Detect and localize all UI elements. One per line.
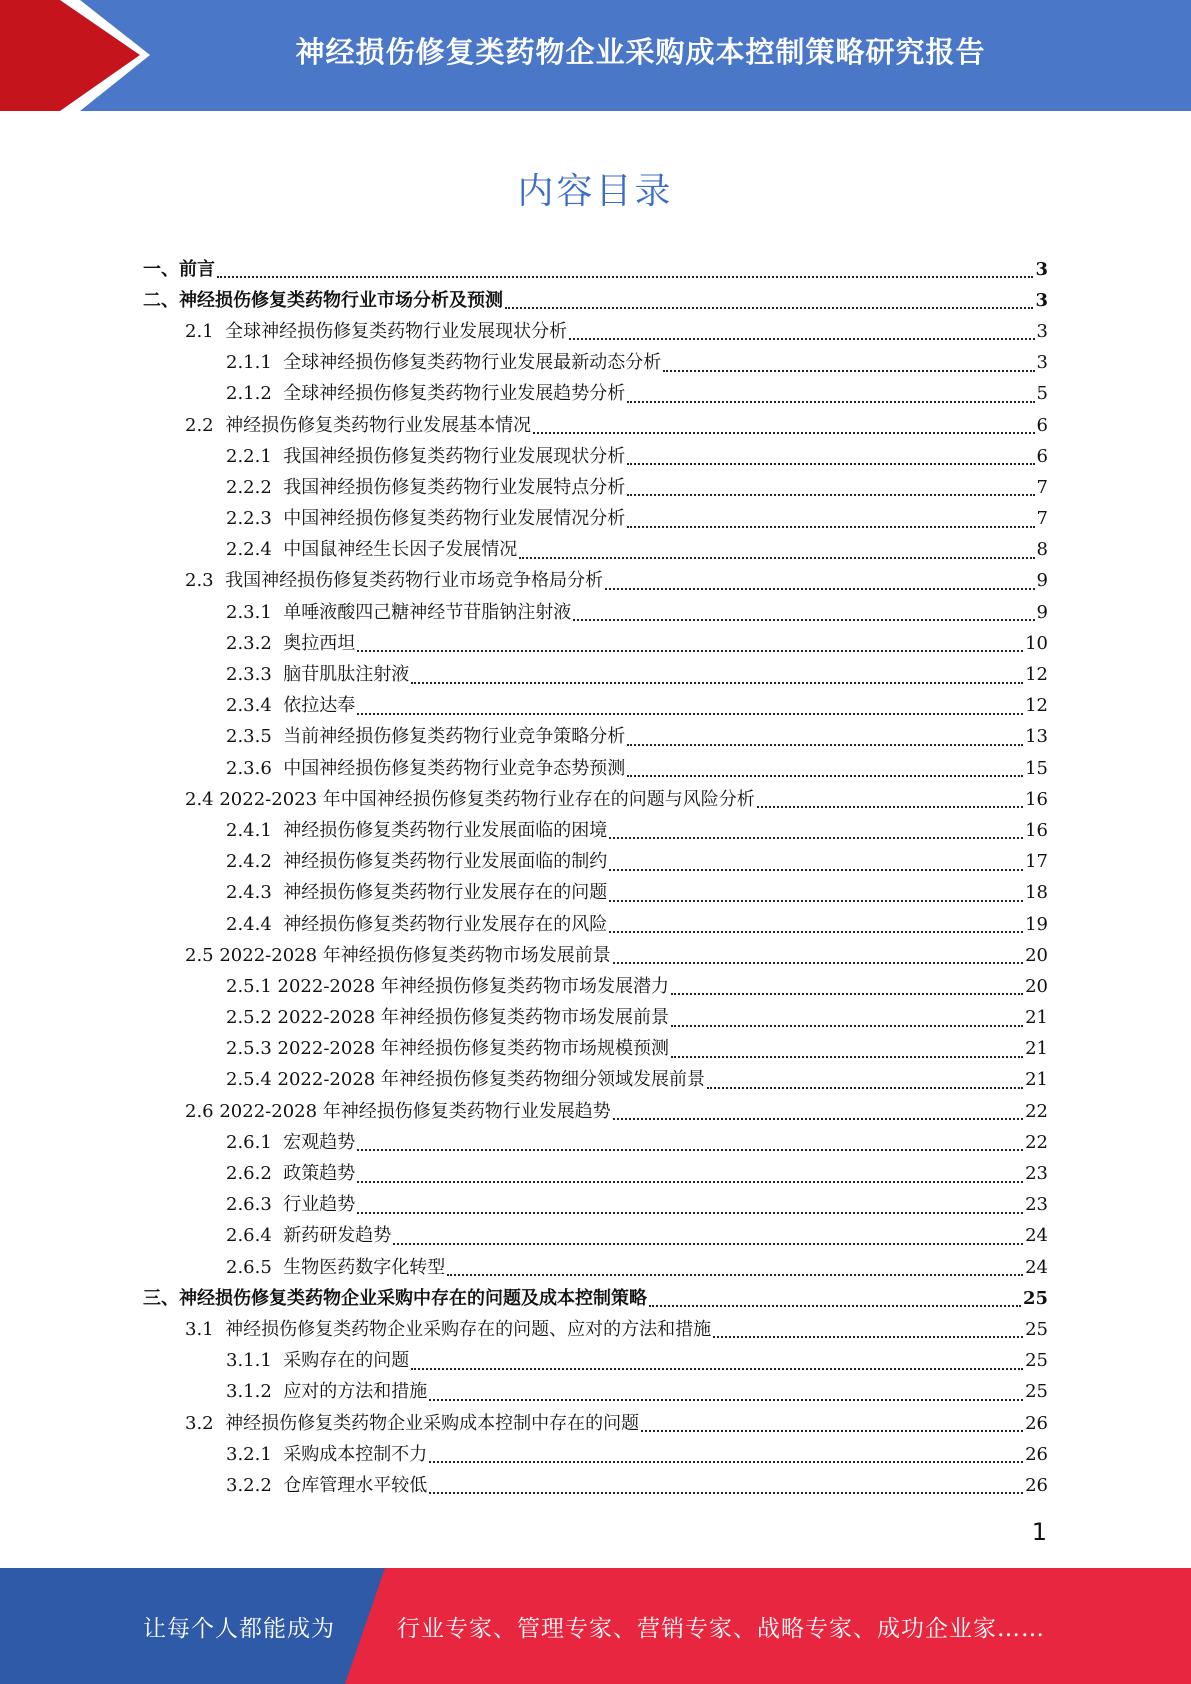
toc-leader-dots	[217, 275, 1033, 278]
toc-leader-dots	[357, 1211, 1023, 1214]
toc-leader-dots	[357, 1148, 1023, 1151]
toc-entry-title: 新药研发趋势	[283, 1225, 392, 1247]
toc-entry-number: 3.1.2	[226, 1381, 284, 1403]
toc-entry-number: 3.2.1	[226, 1443, 284, 1465]
toc-entry-page: 6	[1036, 414, 1048, 436]
toc-entry-title: 神经损伤修复类药物行业发展面临的制约	[283, 851, 608, 873]
toc-entry-page: 5	[1036, 383, 1048, 405]
toc-leader-dots	[609, 930, 1023, 933]
toc-entry-page: 12	[1025, 695, 1048, 717]
toc-leader-dots	[757, 805, 1023, 808]
toc-entry[interactable]	[143, 1439, 1048, 1470]
toc-entry-number: 一、	[143, 258, 179, 280]
toc-entry-title: 政策趋势	[283, 1163, 356, 1185]
toc-entry-page: 6	[1036, 445, 1048, 467]
toc-entry-page: 26	[1025, 1474, 1048, 1496]
toc-entry-title: 我国神经损伤修复类药物行业发展特点分析	[283, 476, 626, 498]
toc-entry-page: 8	[1036, 539, 1048, 561]
toc-entry-title: 2022-2028 年神经损伤修复类药物细分领域发展前景	[277, 1069, 705, 1091]
toc-entry[interactable]	[143, 1377, 1048, 1408]
toc-entry[interactable]	[143, 909, 1048, 940]
toc-entry-page: 24	[1025, 1256, 1048, 1278]
toc-entry-page: 25	[1025, 1350, 1048, 1372]
toc-entry[interactable]	[143, 285, 1048, 316]
toc-entry-title: 行业趋势	[283, 1194, 356, 1216]
toc-entry-number: 2.6	[185, 1100, 220, 1122]
toc-entry-number: 2.4.1	[226, 819, 284, 841]
toc-entry-number: 2.4	[185, 788, 220, 810]
toc-entry-title: 依拉达奉	[283, 695, 356, 717]
toc-entry-title: 生物医药数字化转型	[283, 1256, 446, 1278]
footer-slogan-left: 让每个人都能成为	[143, 1615, 335, 1642]
toc-entry-page: 24	[1025, 1225, 1048, 1247]
toc-entry-title: 2022-2028 年神经损伤修复类药物市场发展潜力	[277, 975, 669, 997]
toc-entry-title: 神经损伤修复类药物行业发展面临的困境	[283, 819, 608, 841]
toc-entry-title: 全球神经损伤修复类药物行业发展最新动态分析	[283, 352, 662, 374]
toc-entry-page: 25	[1025, 1318, 1048, 1340]
toc-entry[interactable]	[143, 566, 1048, 597]
toc-entry-title: 神经损伤修复类药物企业采购成本控制中存在的问题	[225, 1412, 640, 1434]
toc-entry-page: 7	[1036, 476, 1048, 498]
toc-entry-title: 采购成本控制不力	[283, 1443, 428, 1465]
toc-entry-number: 2.1.1	[226, 352, 284, 374]
toc-leader-dots	[573, 618, 1034, 621]
toc-heading: 内容目录	[517, 171, 674, 212]
table-of-contents	[143, 254, 1048, 1502]
toc-entry-page: 13	[1025, 726, 1048, 748]
toc-entry-number: 2.5.1	[226, 975, 278, 997]
toc-entry-title: 前言	[179, 258, 215, 280]
toc-entry[interactable]	[143, 659, 1048, 690]
toc-entry-number: 2.4.4	[226, 913, 284, 935]
toc-entry-title: 当前神经损伤修复类药物行业竞争策略分析	[283, 726, 626, 748]
toc-entry-title: 2022-2023 年中国神经损伤修复类药物行业存在的问题与风险分析	[219, 788, 755, 810]
toc-leader-dots	[411, 1367, 1023, 1370]
toc-entry[interactable]	[143, 535, 1048, 566]
toc-entry-page: 20	[1025, 975, 1048, 997]
toc-entry[interactable]	[143, 1252, 1048, 1283]
toc-entry-title: 全球神经损伤修复类药物行业发展趋势分析	[283, 383, 626, 405]
toc-entry[interactable]	[143, 1221, 1048, 1252]
toc-entry-number: 2.6.2	[226, 1163, 284, 1185]
toc-leader-dots	[533, 431, 1034, 434]
toc-entry-number: 2.3.2	[226, 632, 284, 654]
toc-entry-number: 2.4.3	[226, 882, 284, 904]
toc-entry-page: 25	[1025, 1381, 1048, 1403]
toc-entry-page: 26	[1025, 1412, 1048, 1434]
toc-entry-title: 2022-2028 年神经损伤修复类药物市场发展前景	[277, 1007, 669, 1029]
toc-entry-page: 19	[1025, 913, 1048, 935]
toc-entry-number: 三、	[143, 1287, 179, 1309]
toc-entry-page: 10	[1025, 632, 1048, 654]
toc-entry-number: 2.6.3	[226, 1194, 284, 1216]
toc-entry-number: 2.3.6	[226, 757, 284, 779]
toc-entry-page: 21	[1025, 1069, 1048, 1091]
toc-entry-page: 26	[1025, 1443, 1048, 1465]
toc-entry-number: 2.3	[185, 570, 226, 592]
toc-entry[interactable]	[143, 348, 1048, 379]
toc-entry-number: 2.5.4	[226, 1069, 278, 1091]
toc-leader-dots	[411, 681, 1023, 684]
toc-entry-page: 25	[1022, 1287, 1048, 1309]
toc-entry-title: 单唾液酸四己糖神经节苷脂钠注射液	[283, 601, 572, 623]
toc-entry[interactable]	[143, 940, 1048, 971]
toc-entry-number: 2.2.2	[226, 476, 284, 498]
toc-leader-dots	[429, 1460, 1023, 1463]
toc-leader-dots	[649, 1304, 1021, 1307]
toc-entry-number: 2.6.4	[226, 1225, 284, 1247]
toc-leader-dots	[627, 525, 1034, 528]
toc-entry-number: 2.4.2	[226, 851, 284, 873]
toc-entry-page: 16	[1025, 819, 1048, 841]
toc-entry[interactable]	[143, 1470, 1048, 1501]
toc-entry-number: 2.1	[185, 320, 226, 342]
toc-entry-page: 12	[1025, 664, 1048, 686]
toc-leader-dots	[671, 1055, 1023, 1058]
toc-entry-title: 奥拉西坦	[283, 632, 356, 654]
toc-entry-title: 全球神经损伤修复类药物行业发展现状分析	[225, 320, 568, 342]
toc-entry-number: 2.5.2	[226, 1007, 278, 1029]
toc-entry-page: 21	[1025, 1038, 1048, 1060]
toc-entry[interactable]	[143, 753, 1048, 784]
toc-entry-number: 2.2.1	[226, 445, 284, 467]
toc-entry-page: 3	[1036, 320, 1048, 342]
toc-entry-number: 2.3.5	[226, 726, 284, 748]
toc-entry[interactable]	[143, 1346, 1048, 1377]
toc-entry-title: 神经损伤修复类药物行业发展存在的问题	[283, 882, 608, 904]
toc-entry-title: 2022-2028 年神经损伤修复类药物市场发展前景	[219, 944, 611, 966]
toc-entry-page: 23	[1025, 1194, 1048, 1216]
toc-entry[interactable]	[143, 1158, 1048, 1189]
toc-entry-page: 9	[1036, 570, 1048, 592]
toc-leader-dots	[429, 1398, 1023, 1401]
toc-entry[interactable]	[143, 1314, 1048, 1345]
toc-entry[interactable]	[143, 472, 1048, 503]
toc-leader-dots	[627, 400, 1034, 403]
header-bar	[0, 0, 1191, 111]
toc-leader-dots	[609, 899, 1023, 902]
toc-leader-dots	[713, 1335, 1023, 1338]
toc-leader-dots	[447, 1273, 1023, 1276]
toc-entry-title: 宏观趋势	[283, 1131, 356, 1153]
toc-entry[interactable]	[143, 410, 1048, 441]
toc-entry-page: 16	[1025, 788, 1048, 810]
toc-entry[interactable]	[143, 784, 1048, 815]
toc-entry-page: 20	[1025, 944, 1048, 966]
toc-entry-number: 2.5	[185, 944, 220, 966]
toc-entry-number: 2.3.3	[226, 664, 284, 686]
toc-entry-number: 二、	[143, 289, 179, 311]
toc-entry[interactable]	[143, 722, 1048, 753]
toc-entry[interactable]	[143, 597, 1048, 628]
toc-entry[interactable]	[143, 441, 1048, 472]
toc-entry-title: 2022-2028 年神经损伤修复类药物市场规模预测	[277, 1038, 669, 1060]
toc-entry[interactable]	[143, 691, 1048, 722]
page-number: 1	[1031, 1518, 1047, 1546]
toc-entry-page: 7	[1036, 508, 1048, 530]
toc-entry-page: 3	[1036, 352, 1048, 374]
toc-entry-number: 3.2.2	[226, 1474, 284, 1496]
toc-entry-page: 21	[1025, 1007, 1048, 1029]
toc-entry-page: 22	[1025, 1100, 1048, 1122]
toc-entry-title: 采购存在的问题	[283, 1350, 410, 1372]
toc-leader-dots	[569, 337, 1034, 340]
toc-entry-number: 2.3.4	[226, 695, 284, 717]
toc-entry-title: 中国神经损伤修复类药物行业发展情况分析	[283, 508, 626, 530]
toc-entry[interactable]	[143, 1034, 1048, 1065]
toc-leader-dots	[663, 369, 1034, 372]
toc-entry[interactable]	[143, 847, 1048, 878]
toc-entry-page: 15	[1025, 757, 1048, 779]
toc-entry[interactable]	[143, 1065, 1048, 1096]
toc-entry[interactable]	[143, 971, 1048, 1002]
toc-leader-dots	[357, 1180, 1023, 1183]
toc-leader-dots	[357, 649, 1023, 652]
toc-entry-number: 3.1.1	[226, 1350, 284, 1372]
toc-entry-title: 2022-2028 年神经损伤修复类药物行业发展趋势	[219, 1100, 611, 1122]
toc-entry-title: 神经损伤修复类药物企业采购中存在的问题及成本控制策略	[179, 1287, 647, 1309]
toc-entry-page: 3	[1035, 289, 1048, 311]
toc-entry-number: 2.1.2	[226, 383, 284, 405]
toc-entry-title: 中国神经损伤修复类药物行业竞争态势预测	[283, 757, 626, 779]
report-title: 神经损伤修复类药物企业采购成本控制策略研究报告	[295, 34, 986, 69]
toc-entry-title: 神经损伤修复类药物行业发展基本情况	[225, 414, 532, 436]
toc-entry[interactable]	[143, 254, 1048, 285]
toc-entry-title: 神经损伤修复类药物行业市场分析及预测	[179, 289, 503, 311]
toc-entry-number: 2.6.5	[226, 1256, 284, 1278]
toc-entry[interactable]	[143, 504, 1048, 535]
toc-leader-dots	[707, 1086, 1023, 1089]
toc-entry[interactable]	[143, 878, 1048, 909]
toc-entry[interactable]	[143, 379, 1048, 410]
toc-leader-dots	[393, 1242, 1023, 1245]
toc-entry-title: 我国神经损伤修复类药物行业发展现状分析	[283, 445, 626, 467]
toc-leader-dots	[627, 493, 1034, 496]
toc-entry-page: 17	[1025, 851, 1048, 873]
toc-entry-title: 神经损伤修复类药物企业采购存在的问题、应对的方法和措施	[225, 1318, 712, 1340]
toc-entry[interactable]	[143, 1408, 1048, 1439]
footer-banner	[0, 1568, 1191, 1684]
toc-leader-dots	[671, 1024, 1023, 1027]
toc-entry[interactable]	[143, 1283, 1048, 1314]
toc-entry-number: 3.2	[185, 1412, 226, 1434]
toc-entry-number: 2.2.3	[226, 508, 284, 530]
toc-entry-number: 2.6.1	[226, 1131, 284, 1153]
toc-entry[interactable]	[143, 316, 1048, 347]
toc-leader-dots	[519, 556, 1034, 559]
footer-slogan-right: 行业专家、管理专家、营销专家、战略专家、成功企业家……	[397, 1615, 1045, 1642]
toc-entry-title: 神经损伤修复类药物行业发展存在的风险	[283, 913, 608, 935]
toc-leader-dots	[613, 961, 1023, 964]
toc-entry-page: 9	[1036, 601, 1048, 623]
toc-entry-number: 2.2.4	[226, 539, 284, 561]
toc-entry[interactable]	[143, 1127, 1048, 1158]
toc-entry-number: 3.1	[185, 1318, 226, 1340]
toc-entry[interactable]	[143, 1096, 1048, 1127]
toc-leader-dots	[641, 1429, 1023, 1432]
toc-leader-dots	[627, 774, 1023, 777]
toc-leader-dots	[429, 1491, 1023, 1494]
toc-leader-dots	[357, 712, 1023, 715]
toc-entry-title: 中国鼠神经生长因子发展情况	[283, 539, 518, 561]
toc-entry[interactable]	[143, 1190, 1048, 1221]
toc-entry-number: 2.5.3	[226, 1038, 278, 1060]
toc-entry[interactable]	[143, 628, 1048, 659]
toc-leader-dots	[609, 836, 1023, 839]
toc-entry-title: 我国神经损伤修复类药物行业市场竞争格局分析	[225, 570, 604, 592]
toc-leader-dots	[613, 1117, 1023, 1120]
toc-entry-title: 应对的方法和措施	[283, 1381, 428, 1403]
toc-entry-number: 2.3.1	[226, 601, 284, 623]
toc-entry[interactable]	[143, 815, 1048, 846]
toc-leader-dots	[609, 868, 1023, 871]
toc-leader-dots	[505, 306, 1033, 309]
toc-entry-title: 脑苷肌肽注射液	[283, 664, 410, 686]
toc-entry-page: 18	[1025, 882, 1048, 904]
toc-leader-dots	[627, 462, 1034, 465]
toc-entry-page: 3	[1035, 258, 1048, 280]
toc-entry-page: 23	[1025, 1163, 1048, 1185]
toc-entry-title: 仓库管理水平较低	[283, 1474, 428, 1496]
toc-entry-number: 2.2	[185, 414, 226, 436]
toc-leader-dots	[605, 587, 1034, 590]
toc-leader-dots	[627, 743, 1023, 746]
toc-entry[interactable]	[143, 1003, 1048, 1034]
toc-entry-page: 22	[1025, 1131, 1048, 1153]
red-arrow-graphic	[0, 0, 160, 111]
toc-leader-dots	[671, 992, 1023, 995]
